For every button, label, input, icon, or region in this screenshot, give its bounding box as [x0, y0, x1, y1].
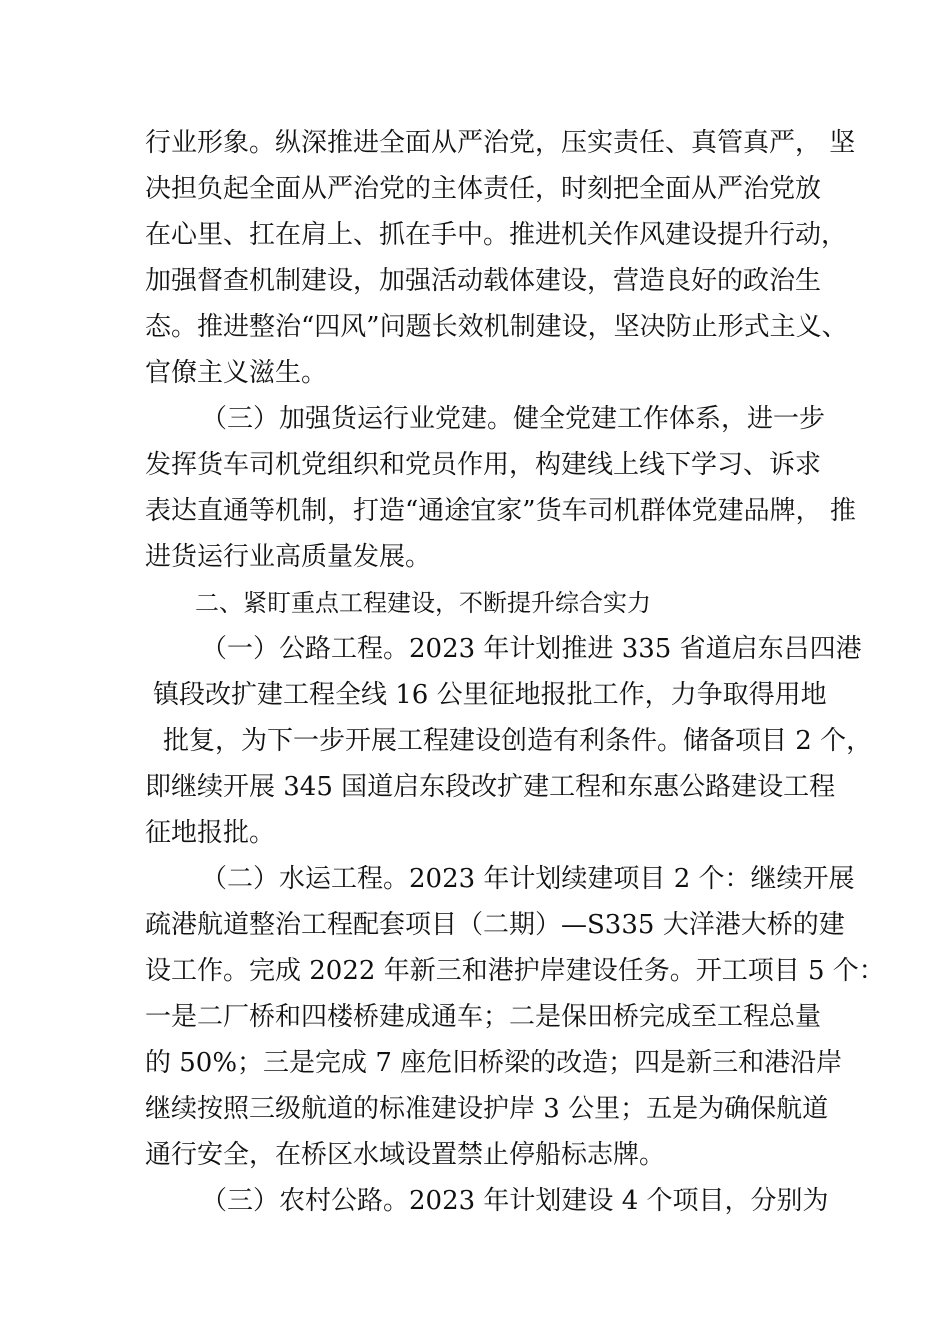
text-line: 继续按照三级航道的标准建设护岸 3 公里；五是为确保航道 — [145, 1094, 829, 1124]
text-line: 决担负起全面从严治党的主体责任，时刻把全面从严治党放 — [145, 174, 822, 204]
text-line: 表达直通等机制，打造“通途宜家”货车司机群体党建品牌， 推 — [145, 496, 856, 526]
body-text — [145, 120, 885, 1224]
text-line: 态。推进整治“四风”问题长效机制建设，坚决防止形式主义、 — [145, 312, 848, 342]
text-line: 即继续开展 345 国道启东段改扩建工程和东惠公路建设工程 — [145, 772, 836, 802]
text-line: 加强督查机制建设，加强活动载体建设，营造良好的政治生 — [145, 266, 822, 296]
text-line: 设工作。完成 2022 年新三和港护岸建设任务。开工项目 5 个： — [145, 956, 885, 986]
paragraph-start: （一）公路工程。2023 年计划推进 335 省道启东吕四港 — [201, 634, 862, 664]
section-heading: 二、紧盯重点工程建设，不断提升综合实力 — [195, 589, 651, 617]
paragraph-start: （三）加强货运行业党建。健全党建工作体系，进一步 — [201, 404, 826, 434]
text-line: 批复，为下一步开展工程建设创造有利条件。储备项目 2 个， — [163, 726, 873, 756]
text-line: 通行安全，在桥区水域设置禁止停船标志牌。 — [145, 1140, 666, 1170]
text-line: 行业形象。纵深推进全面从严治党，压实责任、真管真严， 坚 — [145, 128, 856, 158]
text-line: 疏港航道整治工程配套项目（二期）—S335 大洋港大桥的建 — [145, 910, 845, 940]
text-line: 一是二厂桥和四楼桥建成通车；二是保田桥完成至工程总量 — [145, 1002, 822, 1032]
text-line: 发挥货车司机党组织和党员作用，构建线上线下学习、诉求 — [145, 450, 822, 480]
text-line: 征地报批。 — [145, 818, 276, 848]
text-line: 在心里、扛在肩上、抓在手中。推进机关作风建设提升行动， — [145, 220, 848, 250]
paragraph-start: （三）农村公路。2023 年计划建设 4 个项目，分别为 — [201, 1186, 829, 1216]
text-line: 进货运行业高质量发展。 — [145, 542, 432, 572]
text-line: 官僚主义滋生。 — [145, 358, 328, 388]
paragraph-start: （二）水运工程。2023 年计划续建项目 2 个：继续开展 — [201, 864, 855, 894]
text-line: 镇段改扩建工程全线 16 公里征地报批工作，力争取得用地 — [153, 680, 827, 710]
text-line: 的 50%；三是完成 7 座危旧桥梁的改造；四是新三和港沿岸 — [145, 1048, 843, 1078]
